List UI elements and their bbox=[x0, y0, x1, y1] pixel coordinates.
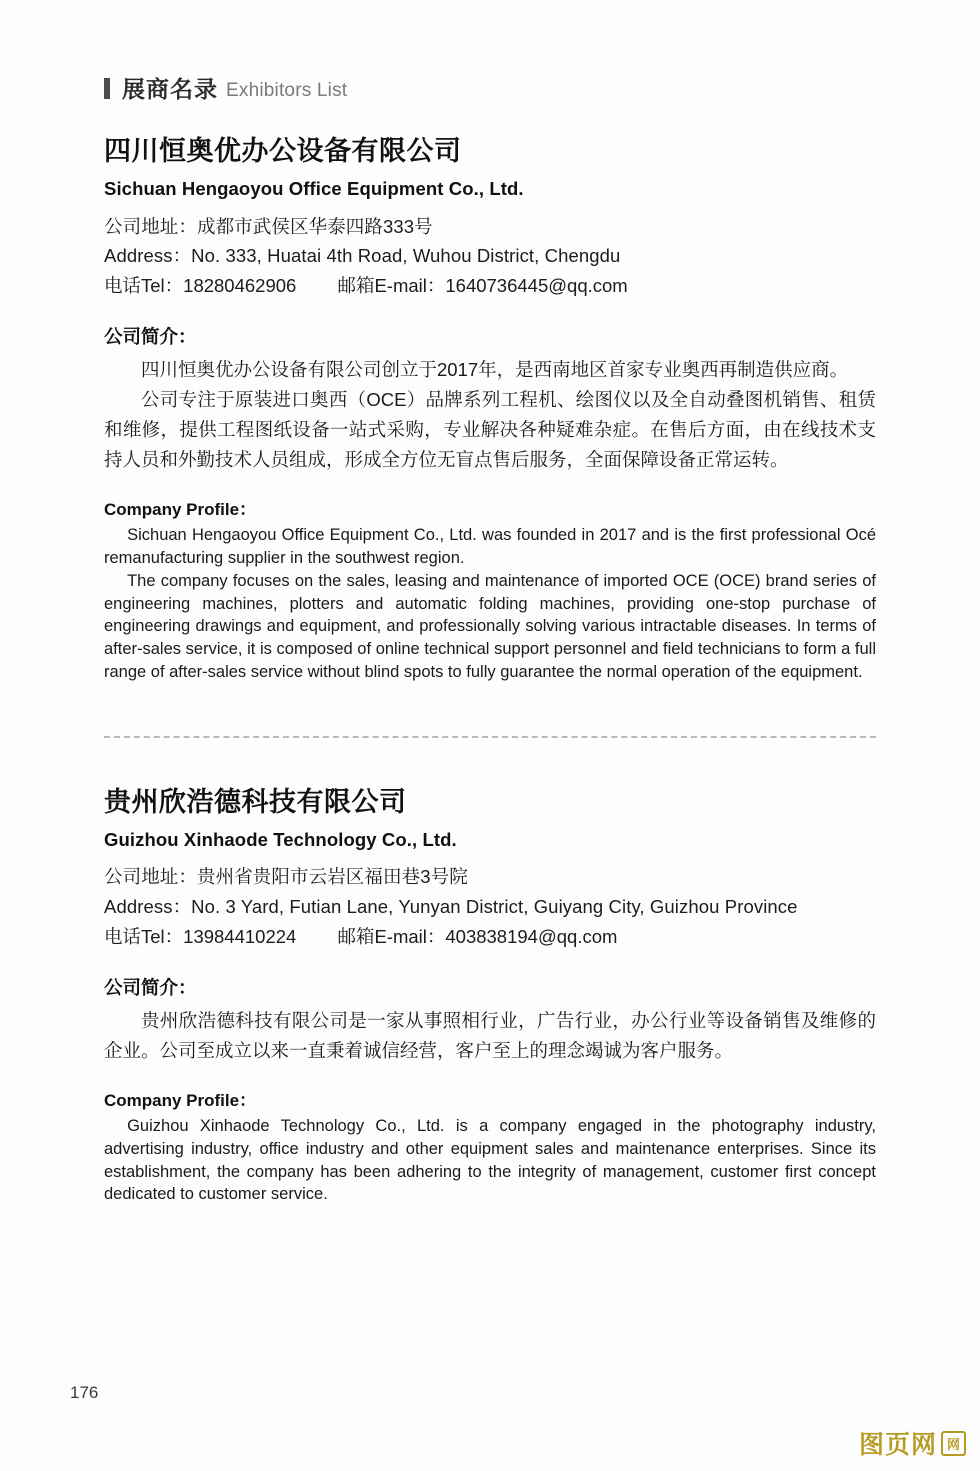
company-profile-label-en: Company Profile： bbox=[104, 1091, 257, 1111]
exhibitor-name-en: Guizhou Xinhaode Technology Co., Ltd. bbox=[104, 829, 457, 851]
exhibitor-address-cn: 公司地址：成都市武侯区华泰四路333号 bbox=[104, 215, 433, 237]
entry-divider bbox=[104, 736, 876, 738]
company-profile-en-paragraph: Guizhou Xinhaode Technology Co., Ltd. is a company engaged in the photography industry, advertising industry, office industry and other equipment sales and maintenance enterprises. Since its establishment, the company has been adhering to the integrity of management, customer first concept dedicated to customer service. bbox=[104, 1117, 876, 1204]
company-profile-cn-paragraph: 贵州欣浩德科技有限公司是一家从事照相行业，广告行业，办公行业等设备销售及维修的企业。公司至成立以来一直秉着诚信经营，客户至上的理念竭诚为客户服务。 bbox=[104, 1010, 876, 1062]
company-profile-label-en: Company Profile： bbox=[104, 500, 257, 520]
company-profile-label-cn: 公司简介： bbox=[104, 326, 197, 348]
company-profile-cn-paragraph: 公司专注于原装进口奥西（OCE）品牌系列工程机、绘图仪以及全自动叠图机销售、租赁和维修，提供工程图纸设备一站式采购，专业解决各种疑难杂症。在售后方面，由在线技术支持人员和外勤技术人员组成，形成全方位无盲点售后服务，全面保障设备正常运转。 bbox=[104, 389, 876, 471]
page-title-en: Exhibitors List bbox=[226, 80, 348, 101]
exhibitor-entry bbox=[104, 135, 876, 684]
company-profile-cn-paragraph: 四川恒奥优办公设备有限公司创立于2017年，是西南地区首家专业奥西再制造供应商。 bbox=[141, 359, 849, 381]
page-number: 176 bbox=[70, 1383, 99, 1402]
watermark bbox=[859, 1425, 966, 1461]
company-profile-en-paragraph: The company focuses on the sales, leasing and maintenance of imported OCE (OCE) brand series of engineering machines, plotters and automatic folding machines, providing one-stop purchase of engineering drawings and equipment, and professionally solving various intractable diseases. In terms of after-sales service, it is composed of online technical support personnel and field technicians to form a full range of after-sales service without blind spots to fully guarantee the normal operation of the equipment. bbox=[104, 571, 876, 681]
company-profile-en-paragraph: Sichuan Hengaoyou Office Equipment Co., Ltd. was founded in 2017 and is the first professional Océ remanufacturing supplier in the southwest region. bbox=[104, 526, 876, 568]
company-profile-label-cn: 公司简介： bbox=[104, 977, 197, 999]
exhibitor-name-en: Sichuan Hengaoyou Office Equipment Co., Ltd. bbox=[104, 178, 524, 200]
watermark-badge-icon: 网 bbox=[941, 1431, 966, 1456]
exhibitor-name-cn: 贵州欣浩德科技有限公司 bbox=[104, 786, 407, 817]
watermark-text: 图页网 bbox=[858, 1430, 937, 1459]
exhibitor-contact: 电话Tel：13984410224 邮箱E-mail：403838194@qq.com bbox=[104, 926, 618, 948]
exhibitor-name-cn: 四川恒奥优办公设备有限公司 bbox=[104, 136, 462, 166]
exhibitor-address-cn: 公司地址：贵州省贵阳市云岩区福田巷3号院 bbox=[104, 866, 468, 888]
exhibitor-address-en: Address：No. 3 Yard, Futian Lane, Yunyan District, Guiyang City, Guizhou Province bbox=[104, 896, 798, 918]
exhibitor-address-en: Address：No. 333, Huatai 4th Road, Wuhou District, Chengdu bbox=[104, 245, 621, 267]
page-content bbox=[104, 78, 876, 1206]
exhibitor-contact: 电话Tel：18280462906 邮箱E-mail：1640736445@qq.com bbox=[104, 275, 628, 297]
page-title-cn: 展商名录 bbox=[122, 76, 218, 102]
exhibitor-entry bbox=[104, 786, 876, 1206]
page-header bbox=[104, 78, 876, 105]
header-accent-bar bbox=[104, 78, 110, 99]
